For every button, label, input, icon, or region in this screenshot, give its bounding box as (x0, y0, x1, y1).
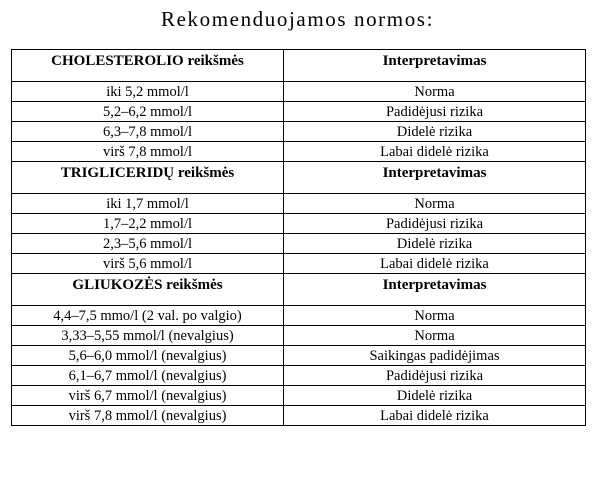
interpretation-header: Interpretavimas (284, 162, 586, 194)
section-header-row (12, 274, 586, 306)
interpretation-cell: Padidėjusi rizika (284, 102, 586, 122)
table-row (12, 386, 586, 406)
interpretation-cell: Norma (284, 326, 586, 346)
interpretation-cell: Saikingas padidėjimas (284, 346, 586, 366)
value-cell: 6,1–6,7 mmol/l (nevalgius) (12, 366, 284, 386)
page-title: Rekomenduojamos normos: (160, 7, 435, 31)
table-row (12, 254, 586, 274)
interpretation-header: Interpretavimas (284, 274, 586, 306)
section-header-label: CHOLESTEROLIO reikšmės (12, 50, 284, 82)
table-row (12, 346, 586, 366)
interpretation-cell: Didelė rizika (284, 122, 586, 142)
value-cell: 2,3–5,6 mmol/l (12, 234, 284, 254)
interpretation-cell: Norma (284, 306, 586, 326)
value-cell: virš 6,7 mmol/l (nevalgius) (12, 386, 284, 406)
value-cell: virš 7,8 mmol/l (nevalgius) (12, 406, 284, 426)
table-row (12, 306, 586, 326)
interpretation-cell: Norma (284, 82, 586, 102)
interpretation-cell: Labai didelė rizika (284, 254, 586, 274)
value-cell: 1,7–2,2 mmol/l (12, 214, 284, 234)
value-cell: 5,6–6,0 mmol/l (nevalgius) (12, 346, 284, 366)
table-row (12, 406, 586, 426)
section-header-label: GLIUKOZĖS reikšmės (12, 274, 284, 306)
table-row (12, 214, 586, 234)
norms-table (11, 49, 586, 426)
value-cell: virš 7,8 mmol/l (12, 142, 284, 162)
section-header-label: TRIGLICERIDŲ reikšmės (12, 162, 284, 194)
value-cell: 3,33–5,55 mmol/l (nevalgius) (12, 326, 284, 346)
section-header-row (12, 162, 586, 194)
interpretation-cell: Padidėjusi rizika (284, 214, 586, 234)
interpretation-cell: Didelė rizika (284, 234, 586, 254)
value-cell: 4,4–7,5 mmo/l (2 val. po valgio) (12, 306, 284, 326)
table-row (12, 122, 586, 142)
table-row (12, 142, 586, 162)
table-row (12, 194, 586, 214)
table-row (12, 102, 586, 122)
interpretation-cell: Labai didelė rizika (284, 406, 586, 426)
interpretation-cell: Padidėjusi rizika (284, 366, 586, 386)
value-cell: virš 5,6 mmol/l (12, 254, 284, 274)
table-row (12, 82, 586, 102)
interpretation-cell: Labai didelė rizika (284, 142, 586, 162)
value-cell: 5,2–6,2 mmol/l (12, 102, 284, 122)
interpretation-header: Interpretavimas (284, 50, 586, 82)
table-row (12, 366, 586, 386)
interpretation-cell: Didelė rizika (284, 386, 586, 406)
value-cell: 6,3–7,8 mmol/l (12, 122, 284, 142)
section-header-row (12, 50, 586, 82)
interpretation-cell: Norma (284, 194, 586, 214)
value-cell: iki 1,7 mmol/l (12, 194, 284, 214)
value-cell: iki 5,2 mmol/l (12, 82, 284, 102)
table-row (12, 234, 586, 254)
table-row (12, 326, 586, 346)
